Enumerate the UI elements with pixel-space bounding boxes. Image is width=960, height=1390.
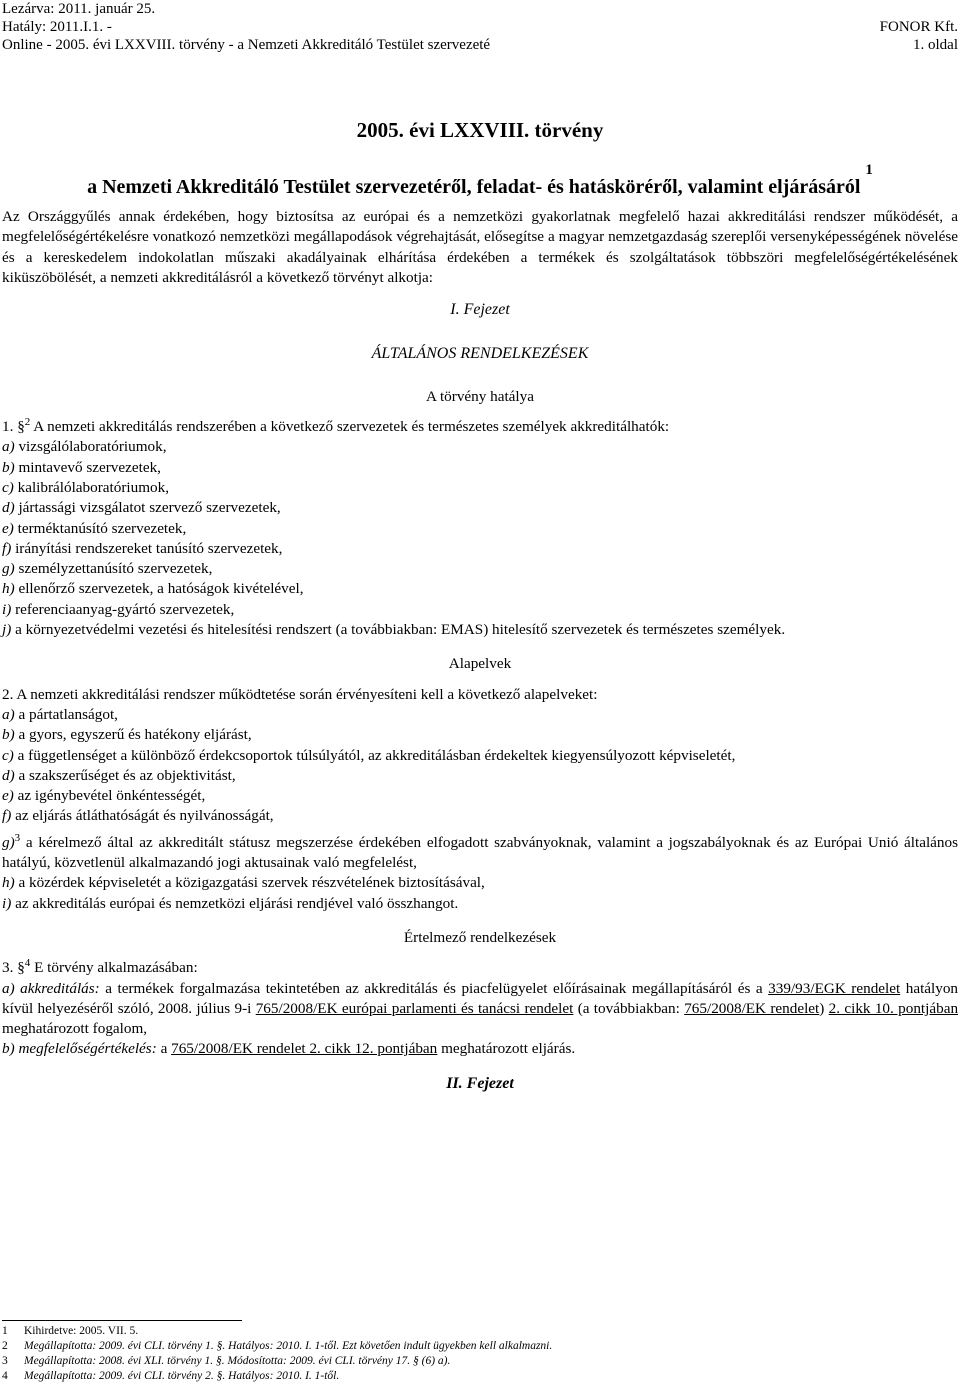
footnote-number: 4 — [2, 1370, 8, 1382]
footnote-separator — [2, 1320, 242, 1321]
closed-date: Lezárva: 2011. január 25. — [2, 1, 156, 17]
footnote-ref-1[interactable]: 1 — [865, 162, 873, 178]
list-item-letter: c) — [2, 746, 14, 764]
footnote-text: Megállapította: 2008. évi XLI. törvény 1. §. Módosította: 2009. évi CLI. törvény 17. § (6) a). — [24, 1355, 451, 1367]
link-765-2008-ek-short[interactable]: 765/2008/EK rendelet — [684, 999, 820, 1017]
chapter-1-heading: I. Fejezet — [450, 301, 510, 319]
section-1-item-3 — [2, 498, 958, 518]
list-item-letter: d) — [2, 499, 15, 517]
footnotes — [2, 1320, 958, 1384]
section-2-list — [2, 705, 958, 827]
section-title-scope: A törvény hatálya — [426, 387, 534, 405]
page-number: 1. oldal — [913, 37, 958, 53]
link-article-2-10[interactable]: 2. cikk 10. pontjában — [828, 999, 959, 1017]
law-subtitle: a Nemzeti Akkreditáló Testület szervezetéről, feladat- és hatásköréről, valamint eljárásáról $^1$ — [87, 162, 873, 198]
section-1-list — [2, 437, 958, 640]
section-1-item-0 — [2, 437, 958, 457]
list-item-text: referenciaanyag-gyártó szervezetek, — [15, 600, 235, 618]
list-item-text: a szakszerűséget és az objektivitást, — [18, 766, 236, 784]
list-item-letter: i) — [2, 894, 12, 912]
company-name: FONOR Kft. — [879, 19, 958, 35]
section-2-item-late-0 — [2, 873, 958, 893]
section-2-item-1 — [2, 725, 958, 745]
source-line: Online - 2005. évi LXXVIII. törvény - a Nemzeti Akkreditáló Testület szervezeté — [2, 37, 491, 53]
list-item-letter: d) — [2, 766, 15, 784]
list-item-text: jártassági vizsgálatot szervező szervezetek, — [18, 499, 281, 517]
section-2-item-4 — [2, 786, 958, 806]
effective-date: Hatály: 2011.I.1. - — [2, 19, 112, 35]
list-item-text: terméktanúsító szervezetek, — [17, 519, 187, 537]
list-item-letter: e) — [2, 519, 14, 537]
footnote-2 — [2, 1339, 958, 1354]
list-item-letter: j) — [2, 621, 12, 639]
list-item-letter: g) — [2, 560, 15, 578]
list-item-text: a gyors, egyszerű és hatékony eljárást, — [18, 726, 252, 744]
list-item-letter: b) — [2, 726, 15, 744]
section-2-item-3 — [2, 766, 958, 786]
section-1-item-1 — [2, 458, 958, 478]
page-header — [2, 0, 958, 54]
law-title: 2005. évi LXXVIII. törvény — [356, 118, 604, 142]
footnote-number: 2 — [2, 1340, 8, 1352]
section-title-principles: Alapelvek — [448, 655, 512, 673]
footnote-1 — [2, 1324, 958, 1339]
preamble: Az Országgyűlés annak érdekében, hogy biztosítsa az európai és a nemzetközi gyakorlatnak megfelelő hazai akkreditálási rendszer működését, a megfelelőségértékelésre vonatkozó nemzetközi megállapodások végrehajtását, elősegítse a magyar nemzetgazdaság szereplői versenyképességének növelése és a kereskedelem indokolatlan műszaki akadályainak elhárítása érdekében a termékek és szolgáltatások többszöri megfelelőségértékelésének kiküszöbölését, a nemzeti akkreditálásról a következő törvényt alkotja: — [2, 208, 958, 286]
list-item-text: az akkreditálás európai és nemzetközi eljárási rendjével való összhangot. — [15, 894, 459, 912]
link-article-2-12[interactable]: 765/2008/EK rendelet 2. cikk 12. pontjában — [171, 1040, 438, 1058]
list-item-letter: b) — [2, 458, 15, 476]
section-3-intro: 3. §$^4$ E törvény alkalmazásában: — [2, 957, 198, 977]
list-item-text: vizsgálólaboratóriumok, — [18, 438, 167, 456]
link-765-2008-ek[interactable]: 765/2008/EK európai parlamenti és tanácsi rendelet — [255, 999, 574, 1017]
list-item-letter: f) — [2, 539, 12, 557]
list-item-text: kalibrálólaboratóriumok, — [17, 478, 170, 496]
definition-b: b) megfelelőségértékelés: a 765/2008/EK rendelet 2. cikk 12. pontjában meghatározott eljárás. — [2, 1040, 576, 1058]
list-item-letter: h) — [2, 874, 15, 892]
list-item-letter: a) — [2, 438, 15, 456]
section-1-item-4 — [2, 519, 958, 539]
list-item-g: g)$^3$ a kérelmező által az akkreditált státusz megszerzése érdekében elfogadott szabványoknak, valamint a jogszabályoknak és az Európai Unió általános hatályú, közvetlenül alkalmazandó jogi aktusainak való megfelelést, — [2, 831, 959, 872]
footnote-text: Kihirdetve: 2005. VII. 5. — [24, 1325, 139, 1337]
section-2-item-5 — [2, 806, 958, 826]
footnote-ref-4[interactable]: 4 — [24, 957, 31, 970]
section-2-list-cont — [2, 873, 958, 914]
section-1-item-6 — [2, 559, 958, 579]
section-title-definitions: Értelmező rendelkezések — [403, 928, 557, 946]
section-1-item-8 — [2, 600, 958, 620]
section-1-item-5 — [2, 539, 958, 559]
list-item-text: személyzettanúsító szervezetek, — [18, 560, 213, 578]
list-item-letter: e) — [2, 787, 14, 805]
list-item-letter: a) — [2, 705, 15, 723]
list-item-text: a függetlenséget a különböző érdekcsoportok túlsúlyától, az akkreditálásban érdekeltek kiegyensúlyozott képviseletét, — [17, 746, 736, 764]
list-item-text: a környezetvédelmi vezetési és hitelesítési rendszert (a továbbiakban: EMAS) hitelesítő szervezetek és természetes személyek. — [15, 621, 786, 639]
footnote-4 — [2, 1369, 958, 1384]
footnote-text: Megállapította: 2009. évi CLI. törvény 2. §. Hatályos: 2010. I. 1-től. — [24, 1370, 340, 1382]
list-item-text: az eljárás átláthatóságát és nyilvánosságát, — [15, 807, 274, 825]
section-2-item-late-1 — [2, 894, 958, 914]
list-item-letter: f) — [2, 807, 12, 825]
definition-a: a) akkreditálás: a termékek forgalmazása tekintetében az akkreditálás és piacfelügyelet előírásainak megállapításáról és a 339/93/EGK rendelet hatályon kívül helyezéséről szóló, 2008. július 9-i 765/2008/EK európai parlamenti és tanácsi rendelet (a továbbiakban: 765/2008/EK rendelet) 2. cikk 10. pontjában meghatározott fogalom, — [2, 979, 959, 1038]
section-1-item-2 — [2, 478, 958, 498]
footnote-3 — [2, 1354, 958, 1369]
section-2-intro: 2. A nemzeti akkreditálási rendszer működtetése során érvényesíteni kell a következő alapelveket: — [2, 685, 598, 703]
section-2-item-0 — [2, 705, 958, 725]
chapter-1-title: ÁLTALÁNOS RENDELKEZÉSEK — [371, 345, 589, 363]
list-item-text: ellenőrző szervezetek, a hatóságok kivételével, — [18, 580, 304, 598]
document-body — [2, 207, 958, 1094]
section-1-item-7 — [2, 579, 958, 599]
list-item-letter: i) — [2, 600, 12, 618]
list-item-text: irányítási rendszereket tanúsító szervezetek, — [15, 539, 283, 557]
list-item-letter: c) — [2, 478, 14, 496]
chapter-2-heading: II. Fejezet — [446, 1074, 514, 1092]
footnote-ref-2[interactable]: 2 — [24, 416, 31, 429]
footnote-number: 3 — [2, 1355, 8, 1367]
list-item-text: a pártatlanságot, — [18, 705, 118, 723]
list-item-text: a közérdek képviseletét a közigazgatási szervek részvételének biztosításával, — [18, 874, 485, 892]
section-2-item-2 — [2, 746, 958, 766]
footnote-text: Megállapította: 2009. évi CLI. törvény 1. §. Hatályos: 2010. I. 1-től. Ezt követően indult ügyekben kell alkalmazni. — [24, 1340, 553, 1352]
list-item-text: mintavevő szervezetek, — [18, 458, 161, 476]
footnote-number: 1 — [2, 1325, 8, 1337]
section-1-intro: 1. §$^2$ A nemzeti akkreditálás rendszerében a következő szervezetek és természetes személyek akkreditálhatók: — [2, 416, 670, 436]
header-right — [880, 18, 958, 54]
section-1-item-9 — [2, 620, 958, 640]
list-item-text: az igénybevétel önkéntességét, — [17, 787, 206, 805]
list-item-letter: h) — [2, 580, 15, 598]
link-339-93-egk[interactable]: 339/93/EGK rendelet — [768, 979, 901, 997]
footnote-ref-3[interactable]: 3 — [14, 831, 21, 844]
footnote-list — [2, 1324, 958, 1384]
